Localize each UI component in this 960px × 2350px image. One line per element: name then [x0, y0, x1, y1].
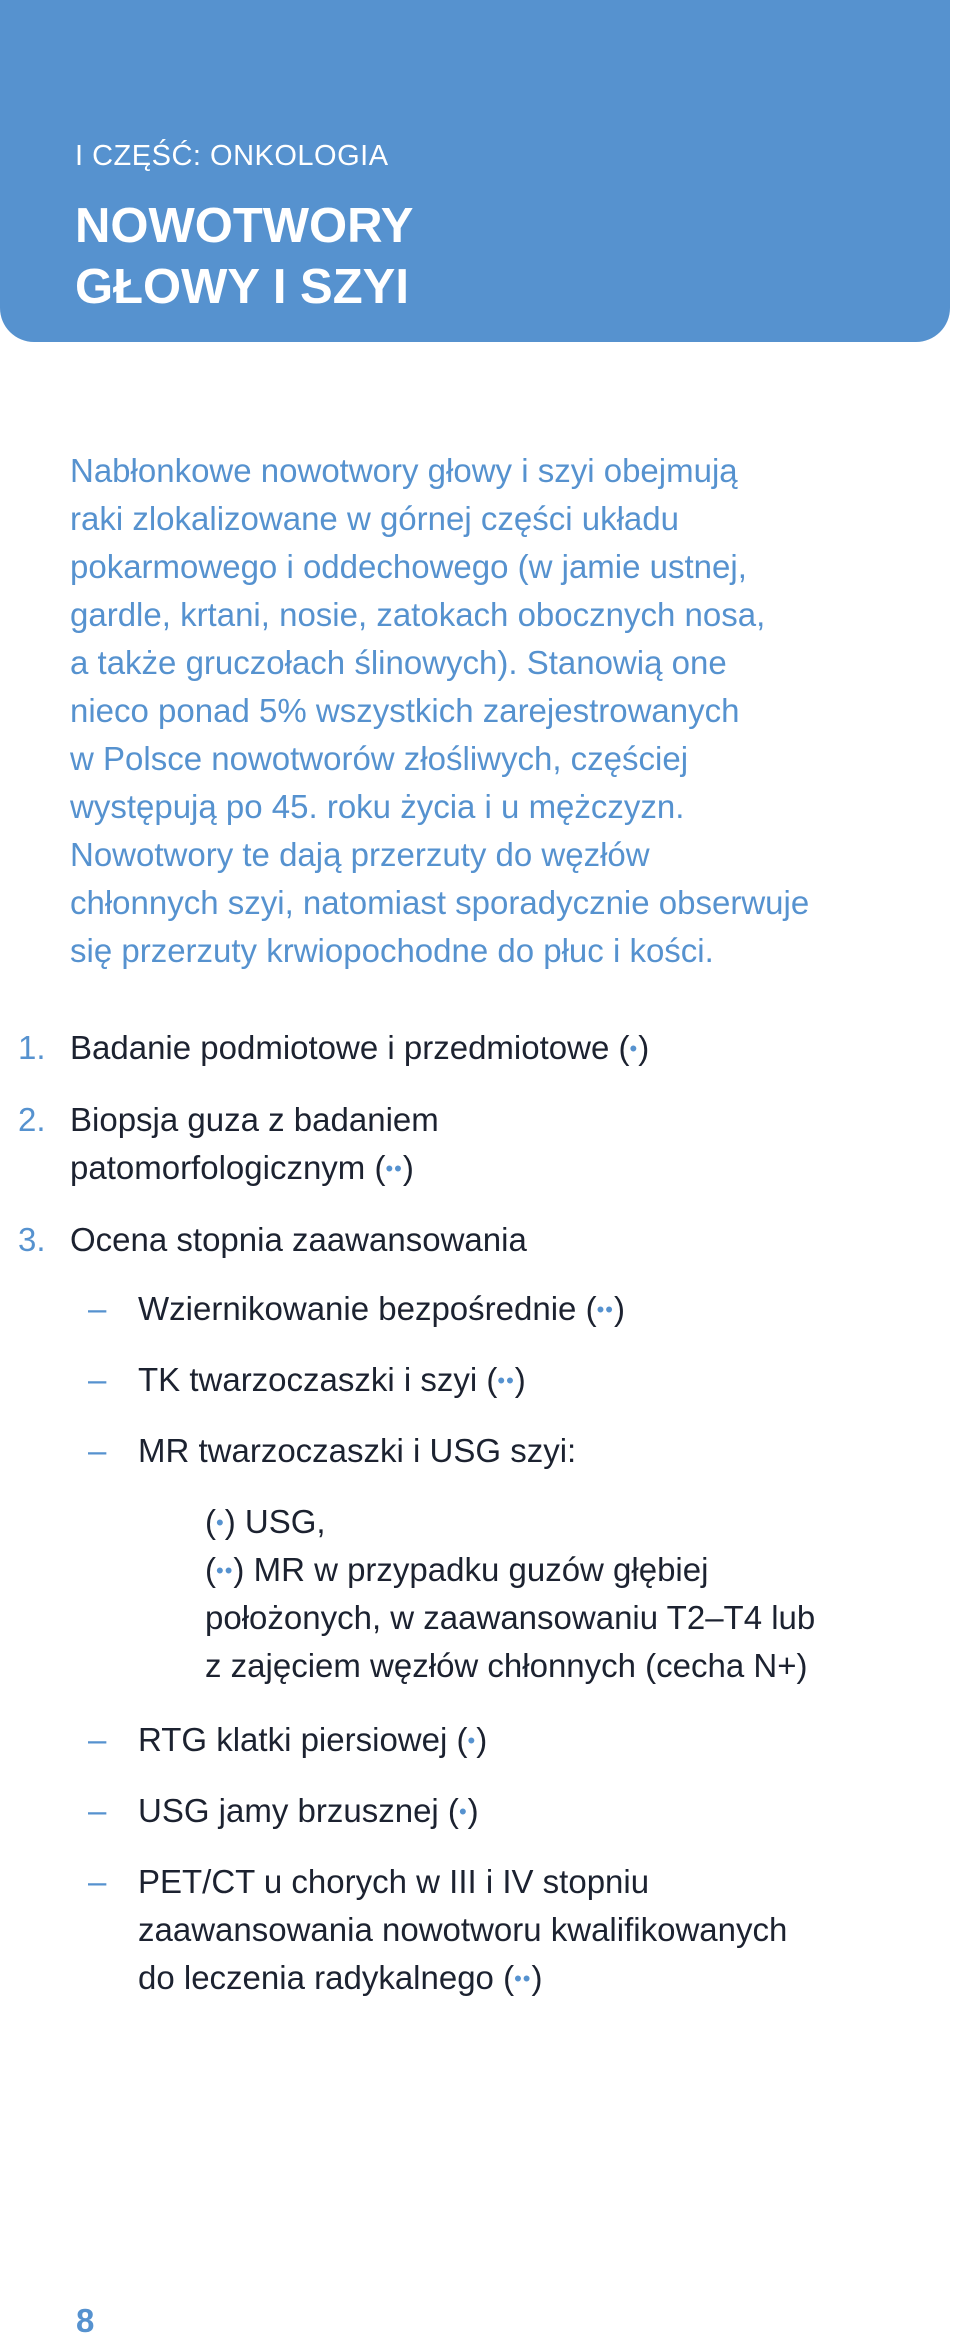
sub-item-text: Wziernikowanie bezpośrednie (••)	[138, 1290, 625, 1327]
list-item-text-line1: Biopsja guza z badaniem	[70, 1101, 439, 1138]
intro-line: nieco ponad 5% wszystkich zarejestrowanych	[70, 692, 740, 729]
list-item-2	[0, 1096, 960, 1192]
dash-bullet: –	[88, 1792, 107, 1829]
intro-line: w Polsce nowotworów złośliwych, częściej	[70, 740, 689, 777]
evidence-dots-icon: •	[216, 1510, 225, 1535]
evidence-dots-icon: •	[629, 1036, 639, 1061]
intro-line: gardle, krtani, nosie, zatokach obocznych nosa,	[70, 596, 766, 633]
intro-line: występują po 45. roku życia i u mężczyzn.	[70, 788, 685, 825]
list-item-1	[0, 1024, 960, 1072]
intro-paragraph	[70, 447, 920, 975]
intro-line: pokarmowego i oddechowego (w jamie ustnej,	[70, 548, 747, 585]
nested-item-mr	[0, 1546, 960, 1690]
list-number: 2.	[18, 1101, 46, 1138]
intro-line: Nabłonkowe nowotwory głowy i szyi obejmują	[70, 452, 738, 489]
list-item-3	[0, 1216, 960, 1264]
evidence-dots-icon: ••	[596, 1297, 614, 1322]
intro-line: Nowotwory te dają przerzuty do węzłów	[70, 836, 650, 873]
nested-item-text-line1: (••) MR w przypadku guzów głębiej	[205, 1551, 709, 1588]
sub-item-text: RTG klatki piersiowej (•)	[138, 1721, 488, 1758]
list-item-text: Ocena stopnia zaawansowania	[70, 1221, 527, 1258]
evidence-dots-icon: •	[467, 1728, 477, 1753]
evidence-dots-icon: ••	[497, 1368, 515, 1393]
dash-bullet: –	[88, 1863, 107, 1900]
list-item-text-line2: patomorfologicznym (••)	[70, 1149, 414, 1186]
title-line-2: GŁOWY I SZYI	[75, 260, 409, 314]
dash-bullet: –	[88, 1432, 107, 1469]
nested-item-text-line2: położonych, w zaawansowaniu T2–T4 lub	[205, 1599, 816, 1636]
list-item-text: Badanie podmiotowe i przedmiotowe (•)	[70, 1029, 650, 1066]
nested-item-text: (•) USG,	[205, 1503, 326, 1540]
list-number: 3.	[18, 1221, 46, 1258]
sub-item-text: USG jamy brzusznej (•)	[138, 1792, 479, 1829]
sub-item-text: MR twarzoczaszki i USG szyi:	[138, 1432, 577, 1469]
sub-item-text-line1: PET/CT u chorych w III i IV stopniu	[138, 1863, 650, 1900]
sub-item-tk	[0, 1356, 960, 1404]
dash-bullet: –	[88, 1721, 107, 1758]
nested-item-text-line3: z zajęciem węzłów chłonnych (cecha N+)	[205, 1647, 808, 1684]
nested-item-usg	[0, 1498, 960, 1546]
evidence-dots-icon: ••	[385, 1156, 403, 1181]
dash-bullet: –	[88, 1361, 107, 1398]
sub-item-rtg	[0, 1716, 960, 1764]
dash-bullet: –	[88, 1290, 107, 1327]
sub-item-pet-ct	[0, 1858, 960, 2002]
title-line-1: NOWOTWORY	[75, 199, 414, 253]
intro-line: raki zlokalizowane w górnej części układu	[70, 500, 679, 537]
sub-item-text: TK twarzoczaszki i szyi (••)	[138, 1361, 526, 1398]
section-label: I CZĘŚĆ: ONKOLOGIA	[75, 140, 389, 172]
evidence-dots-icon: •	[458, 1799, 468, 1824]
intro-line: chłonnych szyi, natomiast sporadycznie obserwuje	[70, 884, 810, 921]
sub-item-wziernikowanie	[0, 1285, 960, 1333]
page-title	[75, 196, 413, 318]
sub-item-mr-usg	[0, 1427, 960, 1475]
sub-item-text-line2: zaawansowania nowotworu kwalifikowanych	[138, 1911, 788, 1948]
list-number: 1.	[18, 1029, 46, 1066]
sub-item-usg-brzuch	[0, 1787, 960, 1835]
intro-line: się przerzuty krwiopochodne do płuc i kości.	[70, 932, 714, 969]
intro-line: a także gruczołach ślinowych). Stanowią one	[70, 644, 727, 681]
evidence-dots-icon: ••	[514, 1966, 532, 1991]
page-number: 8	[76, 2302, 95, 2339]
chapter-header	[0, 0, 950, 342]
sub-item-text-line3: do leczenia radykalnego (••)	[138, 1959, 543, 1996]
evidence-dots-icon: ••	[216, 1558, 234, 1583]
